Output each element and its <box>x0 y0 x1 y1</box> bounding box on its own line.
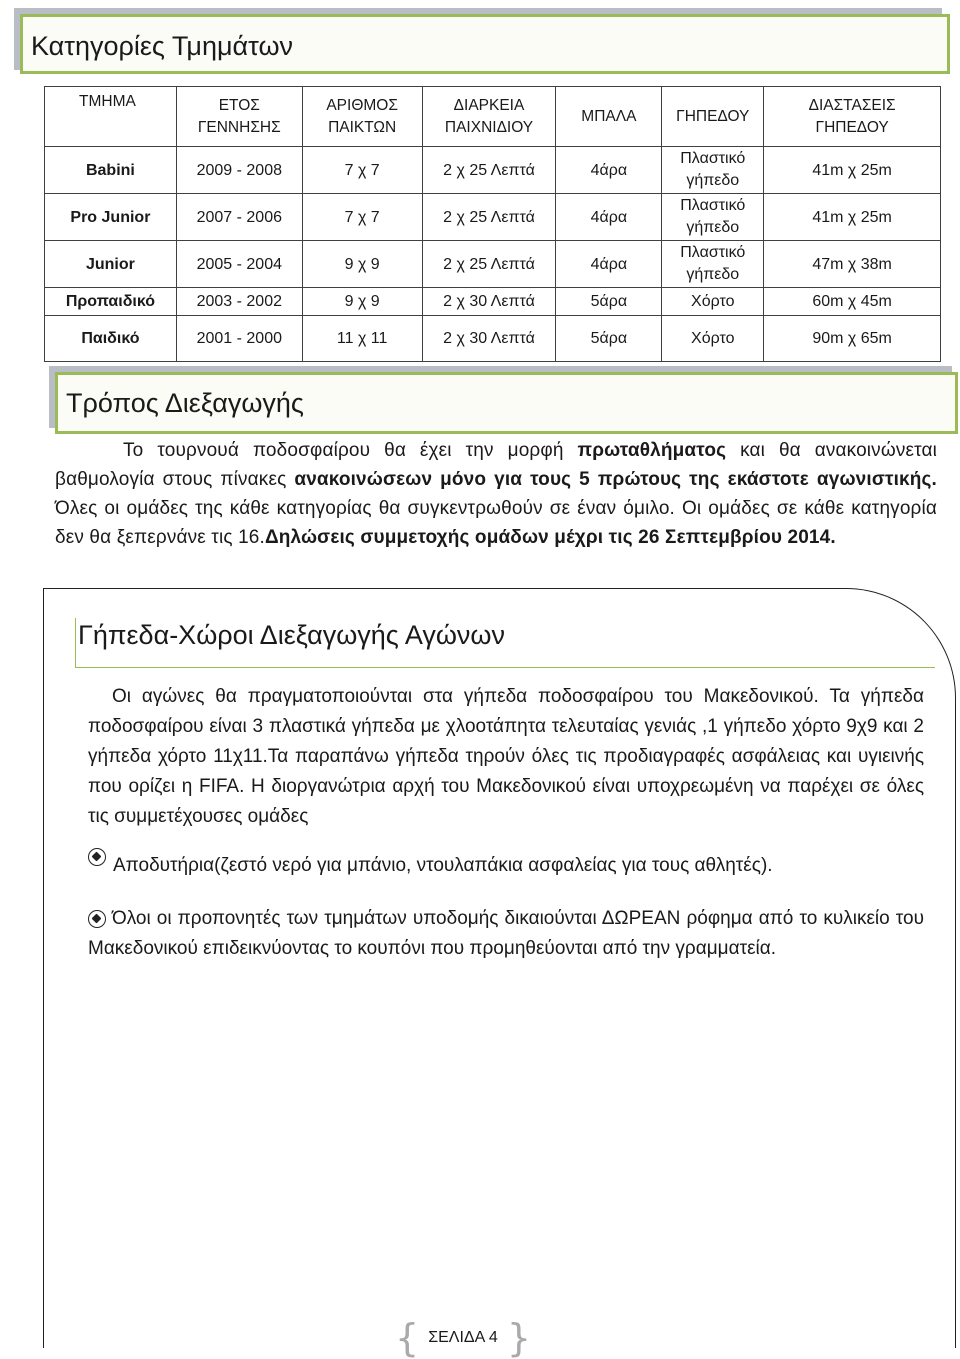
table-cell: Πλαστικό γήπεδο <box>662 194 764 241</box>
table-cell: 2 χ 30 Λεπτά <box>422 316 556 362</box>
table-cell: 2007 - 2006 <box>176 194 302 241</box>
table-cell: 11 χ 11 <box>302 316 422 362</box>
table-cell: Πλαστικό γήπεδο <box>662 147 764 194</box>
table-cell: Πλαστικό γήπεδο <box>662 241 764 288</box>
categories-table <box>44 86 941 362</box>
venue-title: Γήπεδα-Χώροι Διεξαγωγής Αγώνων <box>78 620 506 650</box>
header-cell: ΔΙΑΣΤΑΣΕΙΣ ΓΗΠΕΔΟΥ <box>764 87 941 147</box>
table-cell: 90m χ 65m <box>764 316 941 362</box>
table-cell: 2 χ 25 Λεπτά <box>422 194 556 241</box>
table-row <box>45 288 941 316</box>
table-cell: Χόρτο <box>662 288 764 316</box>
table-cell: Παιδικό <box>45 316 177 362</box>
procedure-title: Τρόπος Διεξαγωγής <box>66 388 304 418</box>
section-title-categories <box>14 8 950 74</box>
bullet-lockers: Αποδυτήρια(ζεστό νερό για μπάνιο, ντουλαπάκια ασφαλείας για τους αθλητές). <box>113 855 773 876</box>
table-cell: 7 χ 7 <box>302 194 422 241</box>
table-cell: 5άρα <box>556 288 662 316</box>
venue-title-box <box>75 618 935 668</box>
table-cell: 60m χ 45m <box>764 288 941 316</box>
header-cell: ΤΜΗΜΑ <box>45 87 177 147</box>
table-cell: Προπαιδικό <box>45 288 177 316</box>
table-cell: 4άρα <box>556 147 662 194</box>
table-cell: 4άρα <box>556 241 662 288</box>
header-cell: ΑΡΙΘΜΟΣ ΠΑΙΚΤΩΝ <box>302 87 422 147</box>
table-cell: Babini <box>45 147 177 194</box>
table-row <box>45 316 941 362</box>
table-cell: 2 χ 25 Λεπτά <box>422 147 556 194</box>
table-cell: 5άρα <box>556 316 662 362</box>
page-number: ΣΕΛΙΔΑ 4 <box>428 1329 498 1346</box>
table-row <box>45 194 941 241</box>
table-cell: 2003 - 2002 <box>176 288 302 316</box>
table-header-row <box>45 87 941 147</box>
soccer-ball-icon <box>88 848 106 866</box>
table-cell: Junior <box>45 241 177 288</box>
table-cell: 41m χ 25m <box>764 194 941 241</box>
brace-left-decoration: { <box>395 1316 420 1359</box>
table-row <box>45 241 941 288</box>
table-cell: 7 χ 7 <box>302 147 422 194</box>
table-cell: 9 χ 9 <box>302 288 422 316</box>
page-footer <box>395 1316 531 1359</box>
table-cell: 4άρα <box>556 194 662 241</box>
table-cell: 2 χ 30 Λεπτά <box>422 288 556 316</box>
header-cell: ΔΙΑΡΚΕΙΑ ΠΑΙΧΝΙΔΙΟΥ <box>422 87 556 147</box>
header-cell: ΜΠΑΛΑ <box>556 87 662 147</box>
table-cell: 47m χ 38m <box>764 241 941 288</box>
venue-paragraph: Οι αγώνες θα πραγματοποιούνται στα γήπεδα ποδοσφαίρου του Μακεδονικού. Τα γήπεδα ποδοσφαίρου είναι 3 πλαστικά γήπεδα με χλοοτάπητα τελευταίας γενιάς ,1 γήπεδο χόρτο 9χ9 και 2 γήπεδα χόρτο 11χ11.Τα παραπάνω γήπεδα τηρούν όλες τις προδιαγραφές ασφάλειας και υγιεινής που ορίζει η FIFA. Η διοργανώτρια αρχή του Μακεδονικού είναι υποχρεωμένη να παρέχει σε όλες τις συμμετέχουσες ομάδες <box>88 686 924 827</box>
table-cell: 41m χ 25m <box>764 147 941 194</box>
bullet-coaches: Όλοι οι προπονητές των τμημάτων υποδομής δικαιούνται ΔΩΡΕΑΝ ρόφημα από το κυλικείο του Μακεδονικού επιδεικνύοντας το κουπόνι που προμηθεύονται από την γραμματεία. <box>88 908 924 959</box>
table-cell: Pro Junior <box>45 194 177 241</box>
procedure-paragraph: Το τουρνουά ποδοσφαίρου θα έχει την μορφή πρωταθλήματος και θα ανακοινώνεται βαθμολογία στους πίνακες ανακοινώσεων μόνο για τους 5 πρώτους της εκάστοτε αγωνιστικής. Όλες οι ομάδες της κάθε κατηγορίας θα συγκεντρωθούν σε έναν όμιλο. Οι ομάδες σε κάθε κατηγορία δεν θα ξεπερνάνε τις 16.Δηλώσεις συμμετοχής ομάδων μέχρι τις 26 Σεπτεμβρίου 2014. <box>55 440 937 548</box>
table-cell: 2005 - 2004 <box>176 241 302 288</box>
header-cell: ΕΤΟΣ ΓΕΝΝΗΣΗΣ <box>176 87 302 147</box>
section-title-procedure <box>49 366 959 434</box>
categories-title: Κατηγορίες Τμημάτων <box>31 31 294 61</box>
table-cell: 2001 - 2000 <box>176 316 302 362</box>
table-cell: 2 χ 25 Λεπτά <box>422 241 556 288</box>
header-cell: ΓΗΠΕΔΟΥ <box>662 87 764 147</box>
table-cell: Χόρτο <box>662 316 764 362</box>
table-cell: 2009 - 2008 <box>176 147 302 194</box>
brace-right-decoration: } <box>506 1316 531 1359</box>
table-cell: 9 χ 9 <box>302 241 422 288</box>
table-row <box>45 147 941 194</box>
